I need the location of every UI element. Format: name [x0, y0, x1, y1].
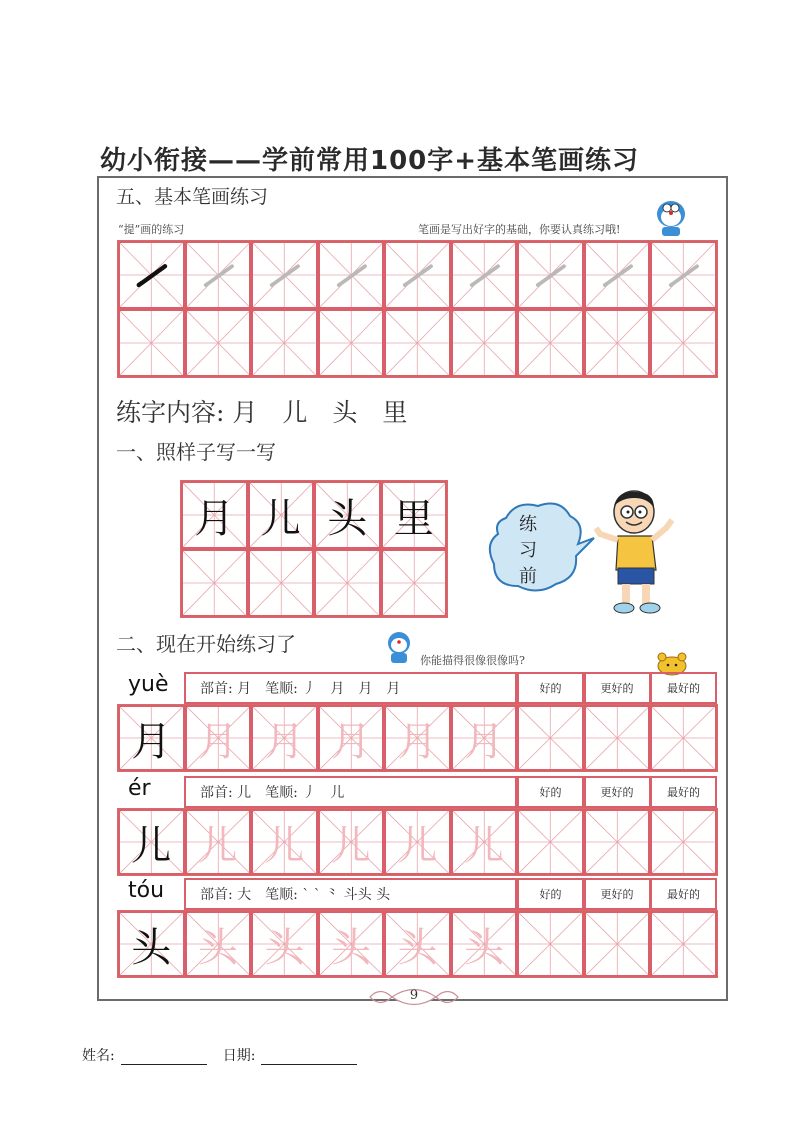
- stroke-cell[interactable]: [318, 241, 385, 309]
- practice-cell[interactable]: [451, 705, 518, 771]
- practice-cell[interactable]: [251, 809, 318, 875]
- practice-section-heading: 二、现在开始练习了: [116, 632, 296, 656]
- rating-label: 更好的: [600, 786, 634, 799]
- cell-guide-lines: [586, 913, 649, 975]
- rating-label: 最好的: [667, 888, 700, 901]
- practice-question: 你能描得很像很像吗?: [420, 654, 525, 667]
- rating-label-box: [517, 672, 584, 704]
- sample-grid: [180, 480, 448, 618]
- practice-cell[interactable]: [185, 911, 252, 977]
- sample-cell[interactable]: [181, 481, 248, 549]
- stroke-info: 部首: 儿 笔顺: 丿 儿: [200, 785, 345, 801]
- cell-guide-lines: [519, 311, 582, 375]
- trace-char: 儿: [330, 822, 371, 869]
- stroke-cell[interactable]: [185, 309, 252, 377]
- practice-row-grid: [117, 704, 718, 772]
- rising-stroke-trace: [519, 243, 582, 307]
- rising-stroke-sample: [120, 243, 183, 307]
- cell-guide-lines: [383, 551, 446, 615]
- doraemon-icon: [654, 198, 688, 238]
- cell-guide-lines: [586, 311, 649, 375]
- practice-cell[interactable]: [251, 911, 318, 977]
- stroke-cell[interactable]: [650, 309, 717, 377]
- practice-cell[interactable]: [251, 705, 318, 771]
- stroke-sub-right: 笔画是写出好字的基础，你要认真练习哦!: [418, 223, 621, 236]
- trace-char: 儿: [464, 822, 505, 869]
- stroke-cell[interactable]: [517, 309, 584, 377]
- sample-char: 头: [327, 495, 368, 542]
- cell-guide-lines: [519, 811, 582, 873]
- rising-stroke-trace: [652, 243, 715, 307]
- trace-char: 月: [264, 718, 305, 765]
- practice-cell[interactable]: [584, 705, 651, 771]
- practice-cell[interactable]: [650, 809, 717, 875]
- stroke-cell[interactable]: [318, 309, 385, 377]
- rating-label-box: [517, 878, 584, 910]
- trace-char: 头: [397, 924, 438, 971]
- sample-cell[interactable]: [181, 549, 248, 617]
- practice-cell[interactable]: [318, 705, 385, 771]
- sample-cell[interactable]: [248, 481, 315, 549]
- cell-guide-lines: [183, 551, 246, 615]
- cell-guide-lines: [519, 913, 582, 975]
- practice-cell[interactable]: [451, 809, 518, 875]
- practice-row-grid: [117, 910, 718, 978]
- trace-char: 儿: [264, 822, 305, 869]
- sample-cell[interactable]: [381, 549, 448, 617]
- stroke-cell[interactable]: [451, 309, 518, 377]
- stroke-cell[interactable]: [251, 309, 318, 377]
- cell-guide-lines: [320, 311, 383, 375]
- sample-char: 儿: [260, 495, 301, 542]
- rating-label: 更好的: [600, 682, 634, 695]
- stroke-section-heading: 五、基本笔画练习: [116, 186, 269, 208]
- stroke-cell[interactable]: [185, 241, 252, 309]
- stroke-practice-grid: [117, 240, 718, 378]
- cell-guide-lines: [519, 707, 582, 769]
- rising-stroke-trace: [453, 243, 516, 307]
- trace-char: 儿: [197, 822, 238, 869]
- practice-cell[interactable]: [517, 809, 584, 875]
- practice-cell[interactable]: [451, 911, 518, 977]
- footer: [82, 1045, 357, 1065]
- stroke-cell[interactable]: [384, 241, 451, 309]
- practice-content-line: 练字内容: 月 儿 头 里: [116, 398, 408, 427]
- rating-label: 好的: [539, 888, 562, 901]
- sample-section-heading: 一、照样子写一写: [116, 440, 276, 464]
- practice-cell[interactable]: [384, 911, 451, 977]
- practice-cell[interactable]: [185, 705, 252, 771]
- stroke-cell[interactable]: [118, 241, 185, 309]
- rating-label-box: [584, 878, 651, 910]
- pinyin-label: ér: [128, 776, 151, 801]
- bubble-char-3: 前: [519, 566, 537, 587]
- cell-guide-lines: [652, 707, 715, 769]
- model-char-cell[interactable]: [118, 809, 185, 875]
- model-char: 月: [131, 718, 172, 765]
- cell-guide-lines: [250, 551, 313, 615]
- practice-cell[interactable]: [318, 911, 385, 977]
- bubble-char-1: 练: [519, 514, 537, 535]
- cell-guide-lines: [253, 311, 316, 375]
- practice-cell[interactable]: [650, 705, 717, 771]
- practice-cell[interactable]: [185, 809, 252, 875]
- rating-label-box: [650, 672, 717, 704]
- stroke-cell[interactable]: [384, 309, 451, 377]
- rating-label-box: [584, 776, 651, 808]
- rating-label-box: [584, 672, 651, 704]
- pinyin-label: tóu: [128, 878, 165, 903]
- practice-cell[interactable]: [517, 911, 584, 977]
- model-char: 儿: [131, 822, 172, 869]
- boy-cartoon-icon: [594, 488, 680, 618]
- rising-stroke-trace: [320, 243, 383, 307]
- cell-guide-lines: [586, 707, 649, 769]
- cell-guide-lines: [187, 311, 250, 375]
- cell-guide-lines: [316, 551, 379, 615]
- pinyin-label: yuè: [128, 672, 169, 697]
- trace-char: 头: [264, 924, 305, 971]
- page-title: 幼小衔接——学前常用100字+基本笔画练习: [100, 146, 640, 176]
- stroke-cell[interactable]: [451, 241, 518, 309]
- trace-char: 月: [197, 718, 238, 765]
- model-char: 头: [131, 924, 172, 971]
- doraemon-icon: [386, 630, 412, 666]
- date-label: 日期:: [222, 1048, 256, 1064]
- model-char-cell[interactable]: [118, 911, 185, 977]
- sample-char: 月: [194, 495, 235, 542]
- cell-guide-lines: [652, 311, 715, 375]
- sample-cell[interactable]: [381, 481, 448, 549]
- rating-label: 最好的: [667, 682, 700, 695]
- stroke-cell[interactable]: [517, 241, 584, 309]
- date-field[interactable]: [261, 1050, 357, 1065]
- trace-char: 头: [197, 924, 238, 971]
- cell-guide-lines: [652, 913, 715, 975]
- stroke-cell[interactable]: [251, 241, 318, 309]
- stroke-cell[interactable]: [584, 241, 651, 309]
- practice-cell[interactable]: [384, 705, 451, 771]
- sample-cell[interactable]: [314, 549, 381, 617]
- rating-label: 更好的: [600, 888, 634, 901]
- practice-cell[interactable]: [384, 809, 451, 875]
- trace-char: 月: [464, 718, 505, 765]
- stroke-cell[interactable]: [584, 309, 651, 377]
- trace-char: 月: [330, 718, 371, 765]
- name-label: 姓名:: [82, 1048, 115, 1064]
- sample-cell[interactable]: [314, 481, 381, 549]
- rising-stroke-trace: [187, 243, 250, 307]
- model-char-cell[interactable]: [118, 705, 185, 771]
- sample-cell[interactable]: [248, 549, 315, 617]
- practice-cell[interactable]: [517, 705, 584, 771]
- rating-label-box: [650, 776, 717, 808]
- stroke-info: 部首: 月 笔顺: 丿 月 月 月: [200, 681, 401, 697]
- trace-char: 头: [464, 924, 505, 971]
- trace-char: 头: [330, 924, 371, 971]
- sample-char: 里: [393, 495, 434, 542]
- trace-char: 儿: [397, 822, 438, 869]
- practice-row-grid: [117, 808, 718, 876]
- stroke-sub-left: “提”画的练习: [118, 223, 185, 236]
- rating-label: 好的: [539, 786, 562, 799]
- rising-stroke-trace: [586, 243, 649, 307]
- page-number: 9: [409, 988, 419, 1003]
- cell-guide-lines: [652, 811, 715, 873]
- practice-cell[interactable]: [584, 911, 651, 977]
- rising-stroke-trace: [386, 243, 449, 307]
- rating-label-box: [650, 878, 717, 910]
- stroke-cell[interactable]: [650, 241, 717, 309]
- cell-guide-lines: [120, 311, 183, 375]
- cell-guide-lines: [386, 311, 449, 375]
- practice-cell[interactable]: [318, 809, 385, 875]
- practice-cell[interactable]: [650, 911, 717, 977]
- rating-label: 好的: [539, 682, 562, 695]
- bubble-char-2: 习: [519, 540, 537, 561]
- cell-guide-lines: [453, 311, 516, 375]
- rising-stroke-trace: [253, 243, 316, 307]
- stroke-info: 部首: 大 笔顺: ` ` ⺀ 斗头 头: [200, 887, 391, 903]
- trace-char: 月: [397, 718, 438, 765]
- stroke-cell[interactable]: [118, 309, 185, 377]
- cell-guide-lines: [586, 811, 649, 873]
- bubble-text: [513, 512, 543, 590]
- name-field[interactable]: [121, 1050, 207, 1065]
- rating-label: 最好的: [667, 786, 700, 799]
- practice-cell[interactable]: [584, 809, 651, 875]
- rating-label-box: [517, 776, 584, 808]
